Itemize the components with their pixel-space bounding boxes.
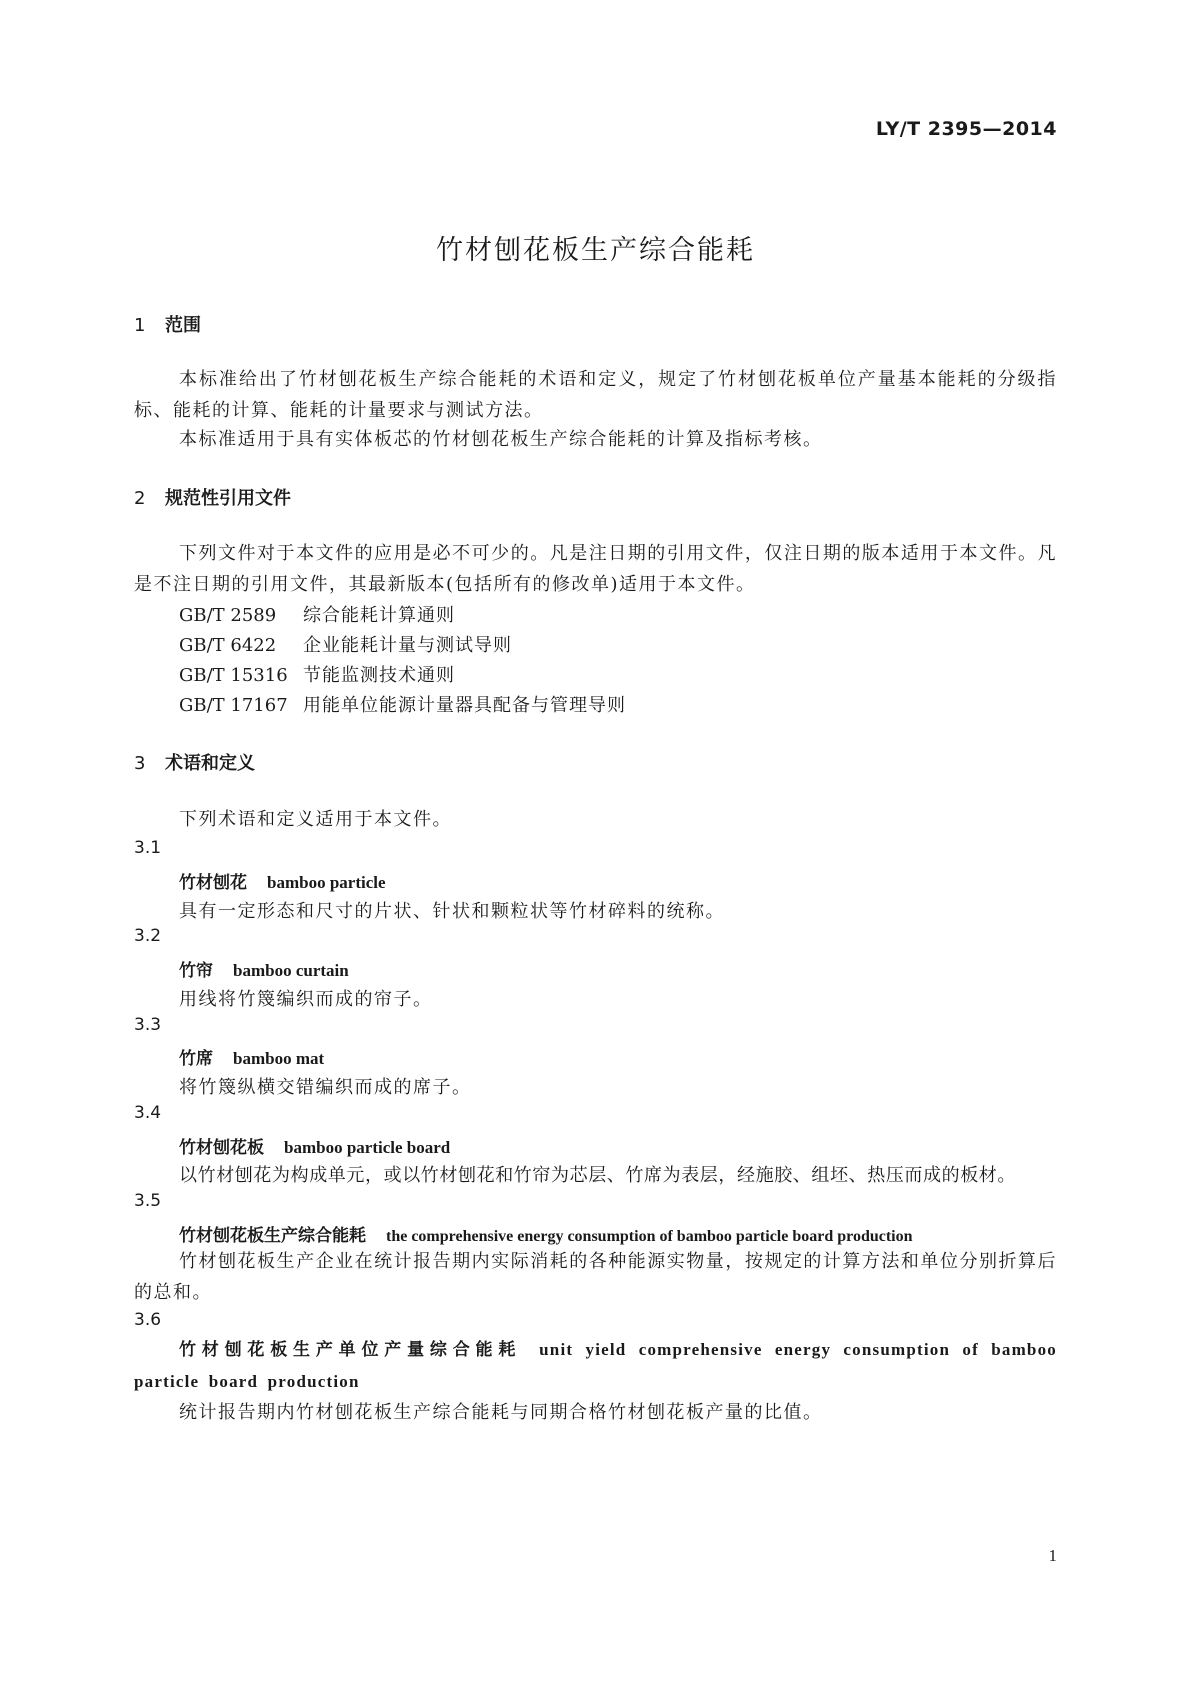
term-zh: 竹材刨花 xyxy=(179,873,247,893)
section-title: 范围 xyxy=(165,315,201,336)
term-number: 3.5 xyxy=(134,1191,162,1211)
section-1-paragraph-2: 本标准适用于具有实体板芯的竹材刨花板生产综合能耗的计算及指标考核。 xyxy=(179,429,823,450)
reference-code: GB/T 17167 xyxy=(179,695,288,716)
term-definition: 用线将竹篾编织而成的帘子。 xyxy=(179,989,433,1010)
term-definition: 竹材刨花板生产企业在统计报告期内实际消耗的各种能源实物量，按规定的计算方法和单位分别折算后的总和。 xyxy=(134,1251,1057,1303)
standard-code: LY/T 2395—2014 xyxy=(875,118,1057,140)
term-heading xyxy=(179,1221,913,1246)
term-zh: 竹材刨花板生产综合能耗 xyxy=(179,1226,366,1246)
term-en: bamboo particle board xyxy=(284,1138,451,1157)
term-zh: 竹材刨花板 xyxy=(179,1138,264,1158)
term-en: bamboo mat xyxy=(233,1049,325,1068)
section-1-paragraph-1: 本标准给出了竹材刨花板生产综合能耗的术语和定义，规定了竹材刨花板单位产量基本能耗的分级指标、能耗的计算、能耗的计量要求与测试方法。 xyxy=(134,369,1057,421)
term-heading xyxy=(179,956,349,981)
document-title: 竹材刨花板生产综合能耗 xyxy=(436,235,755,266)
normative-reference xyxy=(179,631,512,657)
normative-reference xyxy=(179,661,455,687)
term-number: 3.2 xyxy=(134,926,162,946)
term-heading xyxy=(179,1133,450,1158)
reference-title: 节能监测技术通则 xyxy=(303,665,455,686)
term-definition: 以竹材刨花为构成单元，或以竹材刨花和竹帘为芯层、竹席为表层，经施胶、组坯、热压而成的板材。 xyxy=(179,1165,1016,1186)
section-number: 1 xyxy=(134,315,146,336)
section-number: 2 xyxy=(134,488,146,509)
term-en: bamboo curtain xyxy=(233,961,349,980)
term-definition: 统计报告期内竹材刨花板生产综合能耗与同期合格竹材刨花板产量的比值。 xyxy=(179,1402,823,1423)
section-3-intro: 下列术语和定义适用于本文件。 xyxy=(179,809,452,830)
term-definition: 具有一定形态和尺寸的片状、针状和颗粒状等竹材碎料的统称。 xyxy=(179,901,725,922)
term-zh: 竹席 xyxy=(179,1049,213,1069)
term-en: bamboo particle xyxy=(267,873,386,892)
normative-reference xyxy=(179,601,455,627)
term-zh: 竹帘 xyxy=(179,961,213,981)
section-title: 规范性引用文件 xyxy=(165,488,291,509)
section-2-heading xyxy=(134,484,291,510)
term-heading xyxy=(179,868,386,893)
reference-code: GB/T 15316 xyxy=(179,665,288,686)
reference-code: GB/T 2589 xyxy=(179,605,277,626)
term-number: 3.1 xyxy=(134,838,162,858)
reference-title: 用能单位能源计量器具配备与管理导则 xyxy=(303,695,626,716)
term-heading xyxy=(179,1044,324,1069)
reference-code: GB/T 6422 xyxy=(179,635,277,656)
page-number: 1 xyxy=(1048,1546,1057,1565)
reference-title: 企业能耗计量与测试导则 xyxy=(303,635,512,656)
reference-title: 综合能耗计算通则 xyxy=(303,605,455,626)
normative-reference xyxy=(179,691,626,717)
section-1-heading xyxy=(134,311,201,337)
term-en: the comprehensive energy consumption of bamboo particle board production xyxy=(386,1228,913,1245)
term-zh: 竹材刨花板生产单位产量综合能耗 xyxy=(179,1340,522,1360)
section-3-heading xyxy=(134,749,255,775)
term-number: 3.3 xyxy=(134,1015,162,1035)
section-title: 术语和定义 xyxy=(165,753,255,774)
term-number: 3.4 xyxy=(134,1103,162,1123)
section-2-paragraph-1: 下列文件对于本文件的应用是必不可少的。凡是注日期的引用文件，仅注日期的版本适用于本文件。凡是不注日期的引用文件，其最新版本(包括所有的修改单)适用于本文件。 xyxy=(134,543,1057,595)
term-en: unit yield comprehensive energy consumption of bamboo particle board production xyxy=(134,1340,1057,1391)
term-heading xyxy=(134,1334,1057,1398)
term-definition: 将竹篾纵横交错编织而成的席子。 xyxy=(179,1077,472,1098)
section-number: 3 xyxy=(134,753,146,774)
term-number: 3.6 xyxy=(134,1310,162,1330)
